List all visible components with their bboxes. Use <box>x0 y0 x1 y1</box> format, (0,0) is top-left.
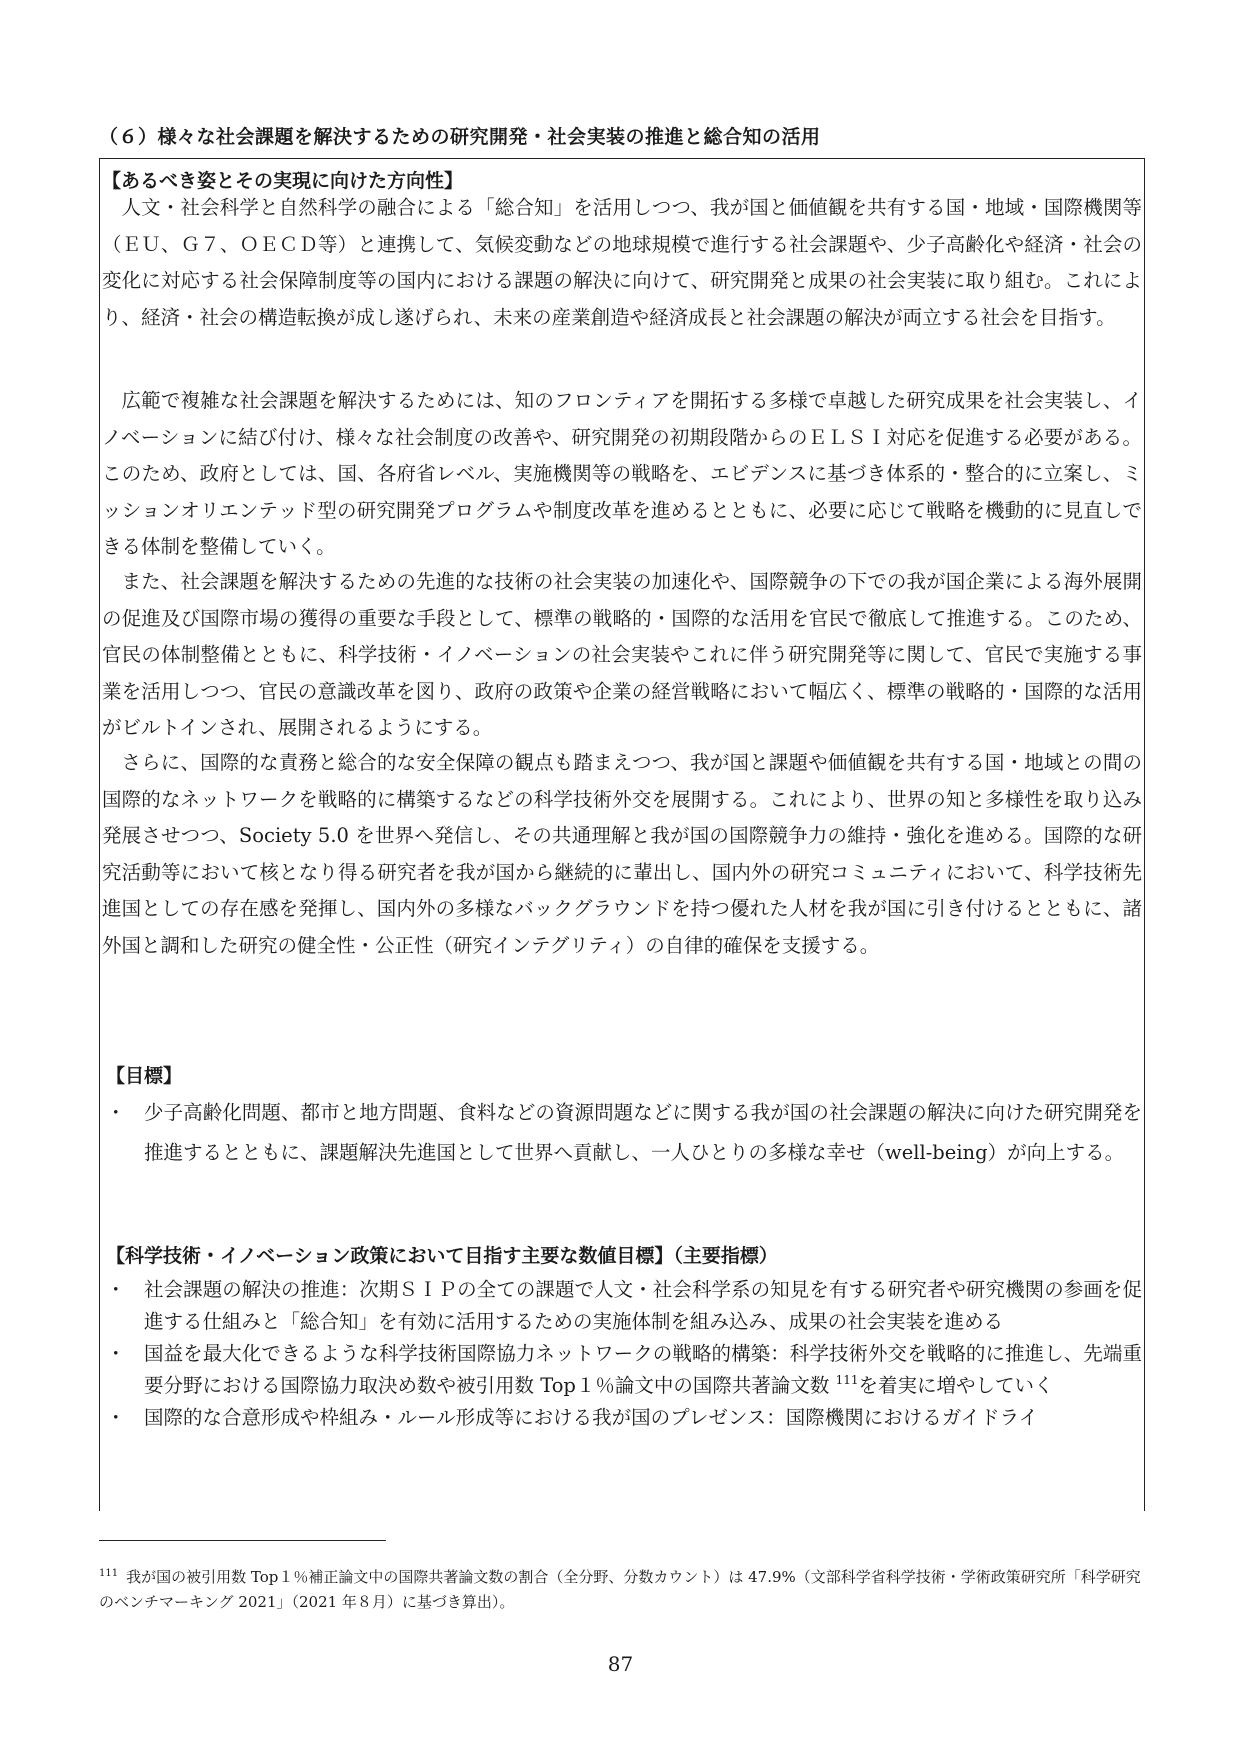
kpis-list <box>102 1274 1142 1434</box>
vision-paragraph-3: また、社会課題を解決するための先進的な技術の社会実装の加速化や、国際競争の下での我が国企業による海外展開の促進及び国際市場の獲得の重要な手段として、標準の戦略的・国際的な活用を官民で徹底して推進する。このため、官民の体制整備とともに、科学技術・イノベーションの社会実装やこれに伴う研究開発等に関して、官民で実施する事業を活用しつつ、官民の意識改革を図り、政府の政策や企業の経営戦略において幅広く、標準の戦略的・国際的な活用がビルトインされ、展開されるようにする。 <box>102 570 1142 739</box>
list-item <box>102 1274 1142 1338</box>
goals-list <box>102 1093 1142 1173</box>
bullet: ・ <box>106 1278 126 1301</box>
goals-heading: 【目標】 <box>106 1065 183 1087</box>
bullet: ・ <box>106 1101 126 1124</box>
goal-text: 少子高齢化問題、都市と地方問題、食料などの資源問題などに関する我が国の社会課題の解決に向けた研究開発を推進するとともに、課題解決先進国として世界へ貢献し、一人ひとりの多様な幸せ（well-being）が向上する。 <box>144 1101 1142 1164</box>
vision-paragraph-4: さらに、国際的な責務と総合的な安全保障の観点も踏まえつつ、我が国と課題や価値観を共有する国・地域との間の国際的なネットワークを戦略的に構築するなどの科学技術外交を展開する。これにより、世界の知と多様性を取り込み発展させつつ、Society 5.0 を世界へ発信し、その共通理解と我が国の国際競争力の維持・強化を進める。国際的な研究活動等において核となり得る研究者を我が国から継続的に輩出し、国内外の研究コミュニティにおいて、科学技術先進国としての存在感を発揮し、国内外の多様なバックグラウンドを持つ優れた人材を我が国に引き付けるとともに、諸外国と調和した研究の健全性・公正性（研究インテグリティ）の自律的確保を支援する。 <box>102 751 1142 957</box>
list-item <box>102 1402 1142 1434</box>
page-number: 87 <box>607 1652 634 1676</box>
kpi-text: 国際的な合意形成や枠組み・ルール形成等における我が国のプレゼンス：国際機関におけるガイドライ <box>144 1406 1039 1429</box>
kpi-text: 社会課題の解決の推進：次期ＳＩＰの全ての課題で人文・社会科学系の知見を有する研究者や研究機関の参画を促進する仕組みと「総合知」を有効に活用するための実施体制を組み込み、成果の社会実装を進める <box>144 1278 1142 1333</box>
footnote-text: 我が国の被引用数 Top１％補正論文中の国際共著論文数の割合（全分野、分数カウント）は 47.9%（文部科学省科学技術・学術政策研究所「科学研究のベンチマーキング 2021」（2021 年８月）に基づき算出）。 <box>99 1568 1141 1611</box>
vision-paragraph-2: 広範で複雑な社会課題を解決するためには、知のフロンティアを開拓する多様で卓越した研究成果を社会実装し、イノベーションに結び付け、様々な社会制度の改善や、研究開発の初期段階からのＥＬＳＩ対応を促進する必要がある。このため、政府としては、国、各府省レベル、実施機関等の戦略を、エビデンスに基づき体系的・整合的に立案し、ミッションオリエンテッド型の研究開発プログラムや制度改革を進めるとともに、必要に応じて戦略を機動的に見直しできる体制を整備していく。 <box>102 389 1142 558</box>
kpi-text: 国益を最大化できるような科学技術国際協力ネットワークの戦略的構築：科学技術外交を戦略的に推進し、先端重要分野における国際協力取決め数や被引用数 Top１％論文中の国際共著論文数 <box>144 1342 1142 1397</box>
bullet: ・ <box>106 1342 126 1365</box>
kpi-text: を着実に増やしていく <box>858 1374 1054 1397</box>
vision-paragraph-1: 人文・社会科学と自然科学の融合による「総合知」を活用しつつ、我が国と価値観を共有する国・地域・国際機関等（ＥＵ、Ｇ７、ＯＥＣＤ等）と連携して、気候変動などの地球規模で進行する社会課題や、少子高齢化や経済・社会の変化に対応する社会保障制度等の国内における課題の解決に向けて、研究開発と成果の社会実装に取り組む。これにより、経済・社会の構造転換が成し遂げられ、未来の産業創造や経済成長と社会課題の解決が両立する社会を目指す。 <box>102 196 1142 329</box>
kpis-heading: 【科学技術・イノベーション政策において目指す主要な数値目標】（主要指標） <box>106 1245 778 1267</box>
vision-heading: 【あるべき姿とその実現に向けた方向性】 <box>102 170 464 192</box>
footnote-number: 111 <box>99 1568 119 1579</box>
list-item <box>102 1338 1142 1402</box>
footnote-divider <box>99 1540 386 1541</box>
footnote <box>99 1565 1149 1615</box>
list-item <box>102 1093 1142 1173</box>
section-heading: （６）様々な社会課題を解決するための研究開発・社会実装の推進と総合知の活用 <box>99 126 821 148</box>
bullet: ・ <box>106 1406 126 1429</box>
footnote-ref[interactable]: 111 <box>835 1373 859 1387</box>
